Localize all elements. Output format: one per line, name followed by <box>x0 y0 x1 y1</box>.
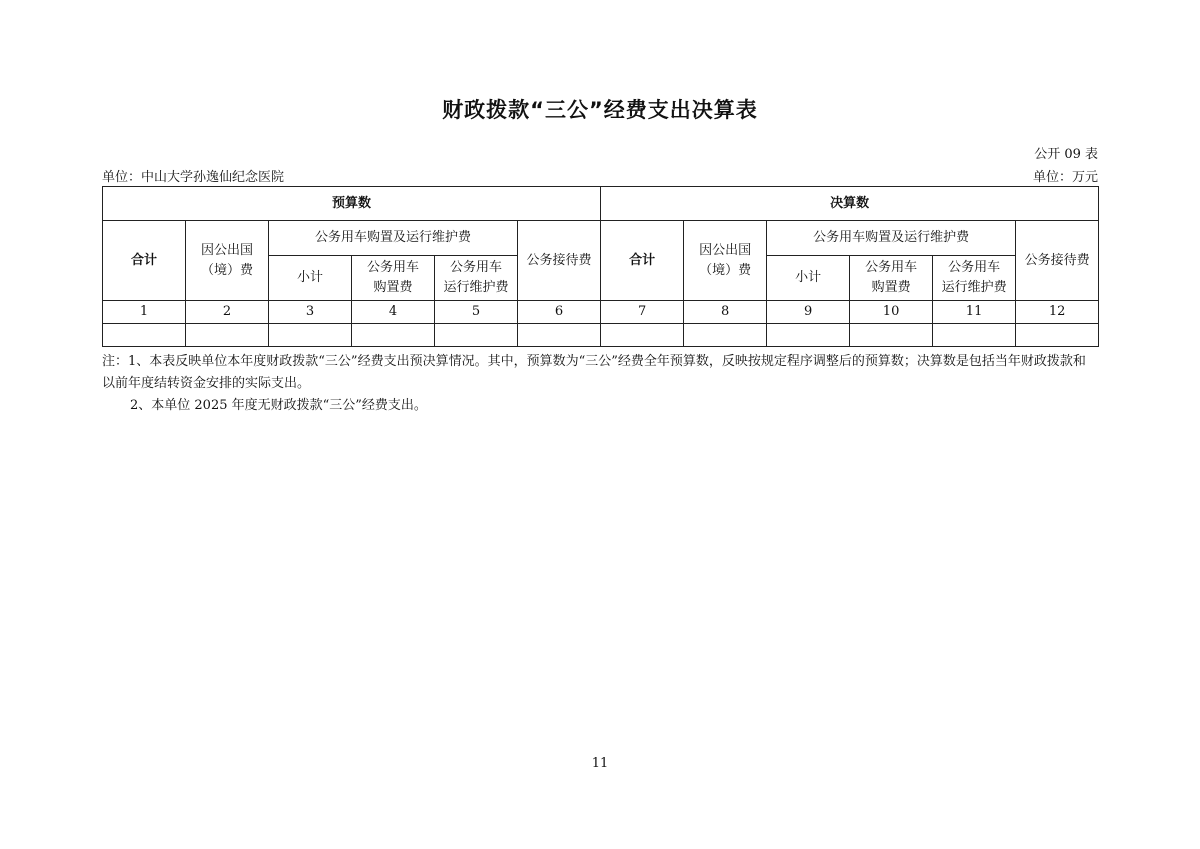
table-group-header-row <box>103 187 1099 221</box>
budget-header: 预算数 <box>103 187 601 221</box>
note-2: 2、本单位 2025 年度无财政拨款“三公”经费支出。 <box>130 398 427 413</box>
column-number: 2 <box>186 301 269 324</box>
budget-purchase-line2: 购置费 <box>373 280 413 295</box>
final-purchase-line1: 公务用车 <box>865 260 918 275</box>
final-purchase-line2: 购置费 <box>871 280 911 295</box>
table-cell <box>1016 324 1099 347</box>
column-number: 6 <box>518 301 601 324</box>
column-number: 11 <box>933 301 1016 324</box>
final-subtotal-header: 小计 <box>767 256 850 301</box>
final-purchase-header <box>850 256 933 301</box>
table-cell <box>103 324 186 347</box>
table-row <box>103 324 1099 347</box>
column-number: 1 <box>103 301 186 324</box>
final-reception-header: 公务接待费 <box>1016 221 1099 301</box>
final-maintenance-header <box>933 256 1016 301</box>
table-cell <box>269 324 352 347</box>
column-number: 4 <box>352 301 435 324</box>
table-cell <box>518 324 601 347</box>
table-cell <box>186 324 269 347</box>
budget-total-header: 合计 <box>103 221 186 301</box>
notes-section <box>102 351 1098 417</box>
final-header: 决算数 <box>601 187 1099 221</box>
column-number: 12 <box>1016 301 1099 324</box>
table-cell <box>601 324 684 347</box>
budget-vehicle-group-header: 公务用车购置及运行维护费 <box>269 221 518 256</box>
table-cell <box>933 324 1016 347</box>
table-cell <box>684 324 767 347</box>
budget-maintenance-line2: 运行维护费 <box>443 280 509 295</box>
note-1: 注：1、本表反映单位本年度财政拨款“三公”经费支出预决算情况。其中，预算数为“三公”经费全年预算数，反映按规定程序调整后的预算数；决算数是包括当年财政拨款和以前年度结转资金安排的实际支出。 <box>102 354 1086 391</box>
table-header-row <box>103 221 1099 256</box>
final-maintenance-line2: 运行维护费 <box>941 280 1007 295</box>
page-number: 11 <box>591 756 609 771</box>
table-cell <box>352 324 435 347</box>
final-maintenance-line1: 公务用车 <box>948 260 1001 275</box>
final-total-header: 合计 <box>601 221 684 301</box>
budget-abroad-header <box>186 221 269 301</box>
table-cell <box>850 324 933 347</box>
column-number-row <box>103 301 1099 324</box>
column-number: 8 <box>684 301 767 324</box>
final-vehicle-group-header: 公务用车购置及运行维护费 <box>767 221 1016 256</box>
column-number: 7 <box>601 301 684 324</box>
table-cell <box>767 324 850 347</box>
final-abroad-line2: （境）费 <box>699 262 752 278</box>
organization-unit: 单位：中山大学孙逸仙纪念医院 <box>102 170 285 185</box>
table-cell <box>435 324 518 347</box>
budget-reception-header: 公务接待费 <box>518 221 601 301</box>
final-abroad-header <box>684 221 767 301</box>
budget-subtotal-header: 小计 <box>269 256 352 301</box>
column-number: 9 <box>767 301 850 324</box>
final-abroad-line1: 因公出国 <box>699 242 752 258</box>
budget-abroad-line2: （境）费 <box>200 262 253 278</box>
budget-purchase-line1: 公务用车 <box>366 260 419 275</box>
column-number: 5 <box>435 301 518 324</box>
budget-maintenance-header <box>435 256 518 301</box>
expense-table <box>102 186 1099 347</box>
page-title: 财政拨款“三公”经费支出决算表 <box>442 98 758 122</box>
currency-unit: 单位：万元 <box>1032 170 1098 185</box>
budget-purchase-header <box>352 256 435 301</box>
budget-maintenance-line1: 公务用车 <box>449 260 502 275</box>
column-number: 3 <box>269 301 352 324</box>
form-number: 公开 09 表 <box>1034 147 1098 162</box>
budget-abroad-line1: 因公出国 <box>200 242 253 258</box>
column-number: 10 <box>850 301 933 324</box>
